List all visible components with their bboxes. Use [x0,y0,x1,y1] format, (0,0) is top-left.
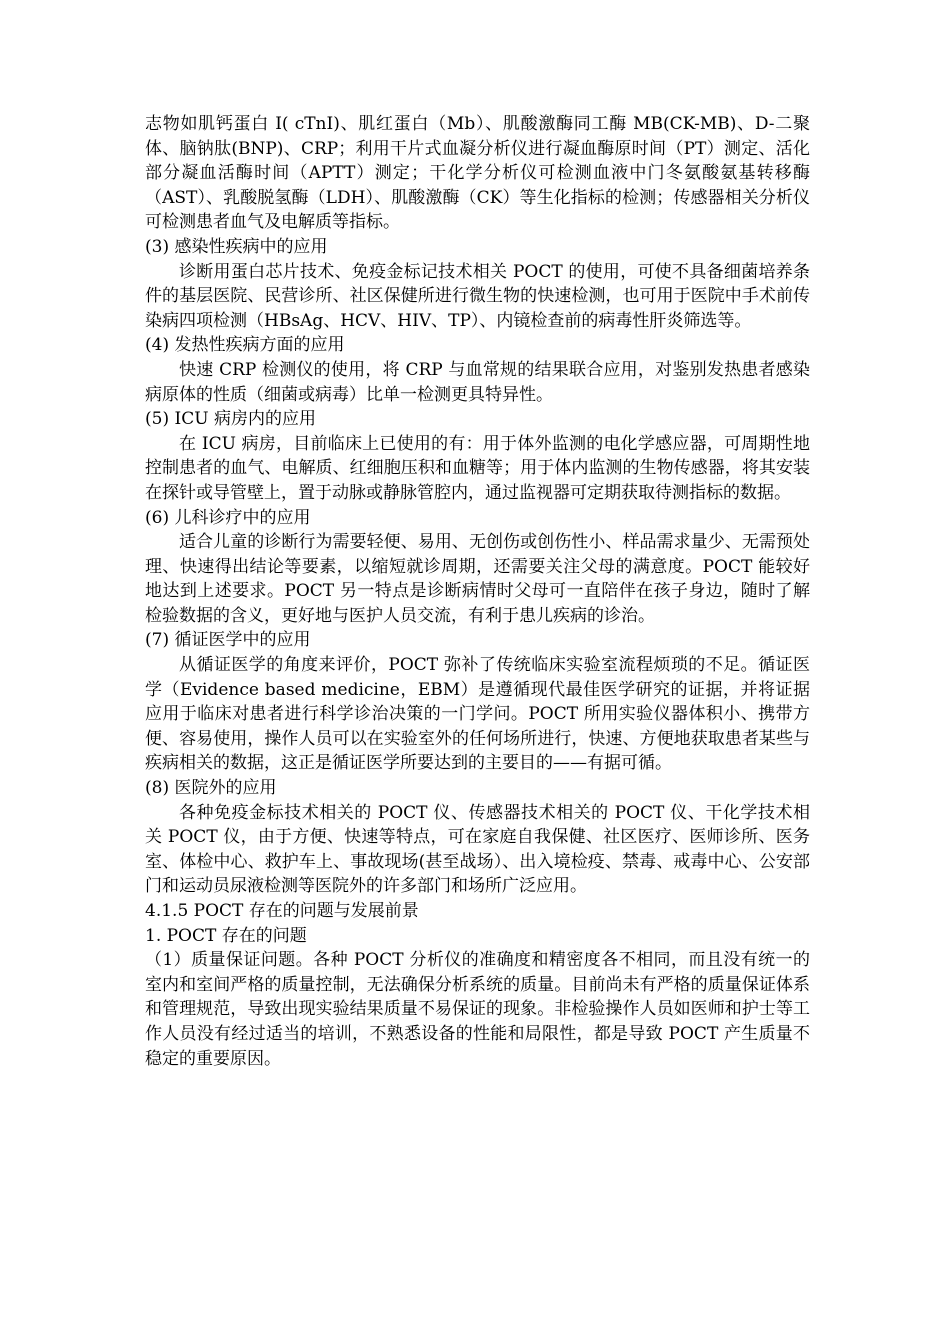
paragraph-quality-assurance: （1）质量保证问题。各种 POCT 分析仪的准确度和精密度各不相同，而且没有统一的室内和室间严格的质量控制，无法确保分析系统的质量。目前尚未有严格的质量保证体系和管理规范，导致出现实验结果质量不易保证的现象。非检验操作人员如医师和护士等工作人员没有经过适当的培训，不熟悉设备的性能和局限性，都是导致 POCT 产生质量不稳定的重要原因。 [145,950,810,1069]
section-heading-problems-prospects: 4.1.5 POCT 存在的问题与发展前景 [145,901,419,921]
paragraph-pediatrics: 适合儿童的诊断行为需要轻便、易用、无创伤或创伤性小、样品需求量少、无需预处理、快速得出结论等要素，以缩短就诊周期，还需要关注父母的满意度。POCT 能较好地达到上述要求。POCT 另一特点是诊断病情时父母可一直陪伴在孩子身边，随时了解检验数据的含义，更好地与医护人员交流，有利于患儿疾病的诊治。 [145,532,810,626]
document-page [145,112,810,1071]
paragraph-outside-hospital: 各种免疫金标技术相关的 POCT 仪、传感器技术相关的 POCT 仪、干化学技术相关 POCT 仪，由于方便、快速等特点，可在家庭自我保健、社区医疗、医师诊所、医务室、体检中心、救护车上、事故现场(甚至战场）、出入境检疫、禁毒、戒毒中心、公安部门和运动员尿液检测等医院外的许多部门和场所广泛应用。 [145,802,810,897]
paragraph-biomarkers: 志物如肌钙蛋白 I( cTnI)、肌红蛋白（Mb）、肌酸激酶同工酶 MB(CK-MB)、D-二聚体、脑钠肽(BNP)、CRP；利用干片式血凝分析仪进行凝血酶原时间（PT）测定、活化部分凝血活酶时间（APTT）测定；干化学分析仪可检测血液中门冬氨酸氨基转移酶（AST）、乳酸脱氢酶（LDH）、肌酸激酶（CK）等生化指标的检测；传感器相关分析仪可检测患者血气及电解质等指标。 [145,114,810,233]
paragraph-evidence-based: 从循证医学的角度来评价，POCT 弥补了传统临床实验室流程烦琐的不足。循证医学（Evidence based medicine，EBM）是遵循现代最佳医学研究的证据，并将证据应用于临床对患者进行科学诊治决策的一门学问。POCT 所用实验仪器体积小、携带方便、容易使用，操作人员可以在实验室外的任何场所进行，快速、方便地获取患者某些与疾病相关的数据，这正是循证医学所要达到的主要目的——有据可循。 [145,655,810,774]
heading-fever: (4) 发热性疾病方面的应用 [145,335,345,356]
paragraph-icu: 在 ICU 病房，目前临床上已使用的有：用于体外监测的电化学感应器，可周期性地控制患者的血气、电解质、红细胞压积和血糖等；用于体内监测的生物传感器，将其安装在探针或导管壁上，置于动脉或静脉管腔内，通过监视器可定期获取待测指标的数据。 [145,433,810,503]
heading-icu: (5) ICU 病房内的应用 [145,409,316,430]
heading-pediatrics: (6) 儿科诊疗中的应用 [145,507,311,528]
heading-infectious-disease: (3) 感染性疾病中的应用 [145,236,328,257]
paragraph-infectious-disease: 诊断用蛋白芯片技术、免疫金标记技术相关 POCT 的使用，可使不具备细菌培养条件的基层医院、民营诊所、社区保健所进行微生物的快速检测，也可用于医院中手术前传染病四项检测（HBsAg、HCV、HIV、TP）、内镜检查前的病毒性肝炎筛选等。 [145,261,810,331]
subsection-heading-problems: 1. POCT 存在的问题 [145,925,307,946]
heading-outside-hospital: (8) 医院外的应用 [145,778,277,799]
heading-evidence-based: (7) 循证医学中的应用 [145,630,311,651]
paragraph-fever: 快速 CRP 检测仪的使用，将 CRP 与血常规的结果联合应用，对鉴别发热患者感染病原体的性质（细菌或病毒）比单一检测更具特异性。 [145,359,810,405]
